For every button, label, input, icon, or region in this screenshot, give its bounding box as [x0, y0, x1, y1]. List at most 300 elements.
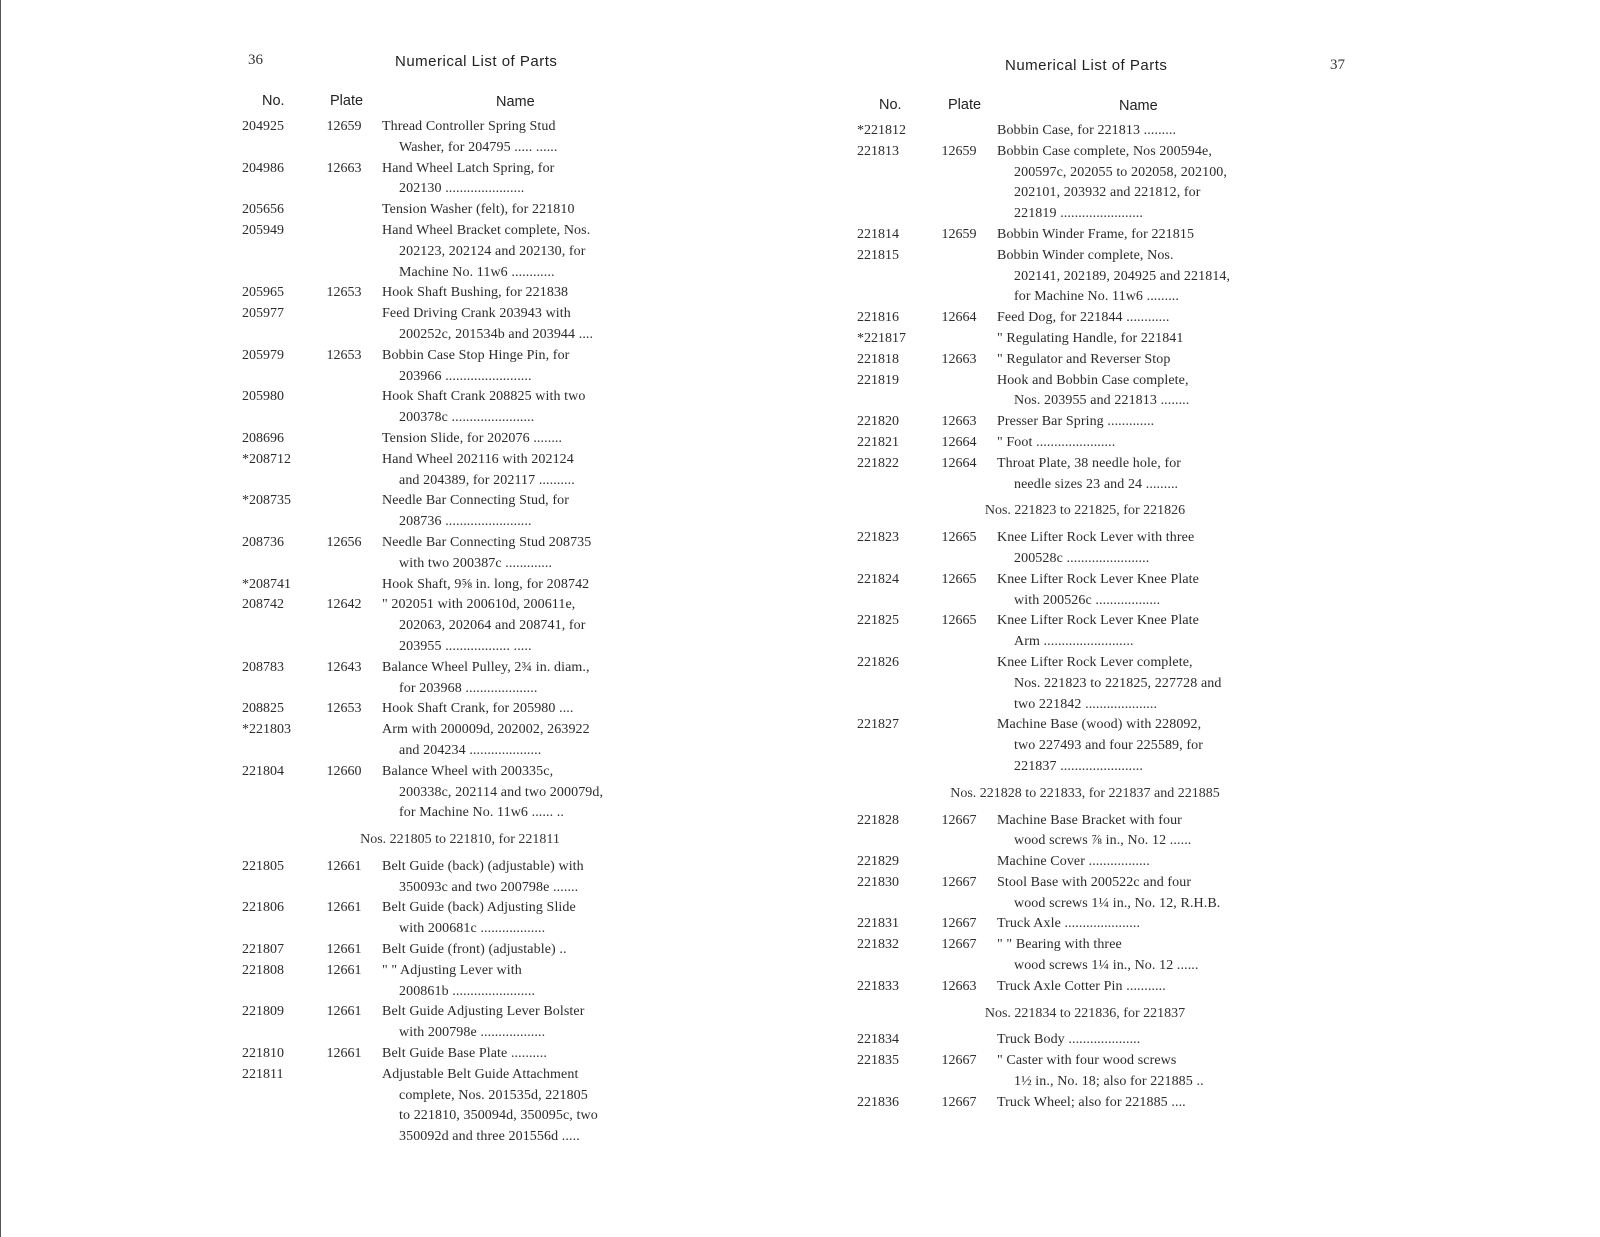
page-title: Numerical List of Parts	[1005, 57, 1168, 74]
group-heading: Nos. 221828 to 221833, for 221837 and 221885	[950, 785, 1220, 801]
part-number: 221820	[857, 414, 899, 430]
part-name-line: Truck Axle .....................	[997, 916, 1141, 932]
part-name-line: 221819 .......................	[1014, 206, 1143, 222]
part-row	[855, 914, 1315, 935]
part-name-line: Stool Base with 200522c and four	[997, 874, 1192, 890]
part-name-line: Belt Guide (back) Adjusting Slide	[382, 900, 576, 916]
parts-list	[855, 121, 1315, 1114]
part-name-line: 208736 ........................	[399, 514, 532, 530]
plate-number: 12664	[941, 455, 977, 471]
part-name-line: Presser Bar Spring .............	[997, 414, 1155, 430]
part-name-line: Needle Bar Connecting Stud, for	[382, 493, 570, 509]
part-name-line: 200252c, 201534b and 203944 ....	[399, 326, 594, 342]
part-number: 221807	[242, 942, 284, 958]
part-number: 205656	[242, 202, 284, 218]
group-heading: Nos. 221805 to 221810, for 221811	[360, 832, 560, 848]
part-name	[997, 977, 1315, 998]
part-number: 221810	[242, 1046, 284, 1062]
part-name	[382, 1002, 680, 1044]
part-number: 221822	[857, 455, 899, 471]
plate-number	[921, 1030, 997, 1051]
part-number: 221831	[857, 916, 899, 932]
part-name-line: Hook Shaft Bushing, for 221838	[382, 285, 569, 301]
part-row	[240, 200, 680, 221]
plate-number: 12659	[941, 143, 977, 159]
part-name-line: wood screws 1¼ in., No. 12 ......	[1014, 958, 1199, 974]
plate-number: 12661	[326, 858, 362, 874]
part-name-line: 200597c, 202055 to 202058, 202100,	[1014, 164, 1228, 180]
part-name-line: " " Adjusting Lever with	[382, 962, 522, 978]
part-name	[997, 225, 1315, 246]
part-number: *208741	[242, 576, 291, 592]
part-name-line: " Regulator and Reverser Stop	[997, 351, 1171, 367]
part-number: 221829	[857, 854, 899, 870]
part-row	[855, 1051, 1315, 1093]
part-row	[240, 961, 680, 1003]
part-number: 221804	[242, 763, 284, 779]
part-row	[855, 1030, 1315, 1051]
part-name-line: Machine Base Bracket with four	[997, 812, 1182, 828]
part-name	[997, 1093, 1315, 1114]
part-name-line: Arm .........................	[1014, 634, 1134, 650]
part-number: 221825	[857, 613, 899, 629]
part-name	[997, 528, 1315, 570]
plate-number: 12642	[326, 597, 362, 613]
page-number: 36	[248, 52, 263, 68]
part-number: 221805	[242, 858, 284, 874]
part-name	[997, 570, 1315, 612]
part-name	[382, 762, 680, 824]
plate-number	[921, 246, 997, 308]
part-name	[382, 429, 680, 450]
part-name-line: 203966 ........................	[399, 368, 532, 384]
part-number: 221808	[242, 962, 284, 978]
part-name-line: 200338c, 202114 and two 200079d,	[399, 784, 604, 800]
part-number: 221811	[242, 1066, 284, 1082]
part-name	[997, 715, 1315, 777]
part-name-line: Machine Cover .................	[997, 854, 1150, 870]
part-row	[855, 570, 1315, 612]
part-row	[240, 1065, 680, 1148]
part-name-line: Truck Wheel; also for 221885 ....	[997, 1094, 1186, 1110]
plate-number: 12660	[326, 763, 362, 779]
part-row	[240, 1002, 680, 1044]
part-row	[855, 811, 1315, 853]
part-row	[240, 658, 680, 700]
part-name-line: Truck Body ....................	[997, 1032, 1141, 1048]
part-name	[382, 1065, 680, 1148]
plate-number: 12667	[941, 937, 977, 953]
part-name-line: Truck Axle Cotter Pin ...........	[997, 978, 1166, 994]
part-name-line: Hook Shaft Crank 208825 with two	[382, 389, 586, 405]
part-name-line: Belt Guide (back) (adjustable) with	[382, 858, 584, 874]
part-name	[997, 350, 1315, 371]
part-row	[240, 1044, 680, 1065]
part-name-line: 202063, 202064 and 208741, for	[399, 618, 586, 634]
part-name-line: two 221842 ....................	[1014, 696, 1158, 712]
part-name-line: " Regulating Handle, for 221841	[997, 330, 1184, 346]
part-name-line: Bobbin Case complete, Nos 200594e,	[997, 143, 1212, 159]
plate-number: 12661	[326, 1004, 362, 1020]
part-name	[382, 658, 680, 700]
part-name	[997, 454, 1315, 496]
part-name-line: Hand Wheel 202116 with 202124	[382, 451, 574, 467]
part-row	[240, 720, 680, 762]
part-name	[997, 852, 1315, 873]
part-row	[240, 346, 680, 388]
part-name-line: Bobbin Case, for 221813 .........	[997, 123, 1177, 138]
part-row	[855, 412, 1315, 433]
part-name-line: 350092d and three 201556d .....	[399, 1129, 580, 1145]
plate-number: 12664	[941, 434, 977, 450]
part-name-line: and 204234 ....................	[399, 742, 542, 758]
part-name-line: for Machine No. 11w6 ...... ..	[399, 805, 565, 821]
part-number: 208736	[242, 534, 284, 550]
page-edge-rule	[0, 0, 1, 1237]
part-number: *208735	[242, 493, 291, 509]
part-row	[855, 433, 1315, 454]
plate-number	[306, 387, 382, 429]
part-name	[997, 873, 1315, 915]
plate-number: 12667	[941, 1094, 977, 1110]
part-name-line: 1½ in., No. 18; also for 221885 ..	[1014, 1074, 1204, 1090]
part-name	[382, 595, 680, 657]
plate-number	[921, 715, 997, 777]
part-name-line: Washer, for 204795 ..... ......	[399, 139, 558, 155]
part-number: 205977	[242, 306, 284, 322]
part-name	[997, 121, 1315, 142]
part-name-line: two 227493 and four 225589, for	[1014, 738, 1203, 754]
part-name-line: Belt Guide Base Plate ..........	[382, 1046, 547, 1062]
part-row	[855, 528, 1315, 570]
part-name-line: Knee Lifter Rock Lever with three	[997, 530, 1195, 546]
part-name-line: Throat Plate, 38 needle hole, for	[997, 455, 1182, 471]
part-name-line: Belt Guide Adjusting Lever Bolster	[382, 1004, 585, 1020]
part-name	[997, 653, 1315, 715]
part-name	[997, 329, 1315, 350]
part-name-line: complete, Nos. 201535d, 221805	[399, 1087, 588, 1103]
part-name-line: Needle Bar Connecting Stud 208735	[382, 534, 592, 550]
plate-number: 12653	[326, 285, 362, 301]
part-name	[382, 575, 680, 596]
part-name	[997, 308, 1315, 329]
part-name	[997, 412, 1315, 433]
plate-number: 12653	[326, 701, 362, 717]
parts-list	[240, 117, 680, 1148]
part-number: 208783	[242, 659, 284, 675]
part-name-line: Nos. 203955 and 221813 ........	[1014, 393, 1190, 409]
part-row	[240, 387, 680, 429]
part-name-line: " Foot ......................	[997, 434, 1116, 450]
plate-number: 12643	[326, 659, 362, 675]
plate-number: 12661	[326, 1046, 362, 1062]
part-name	[997, 811, 1315, 853]
part-name	[382, 450, 680, 492]
part-number: 221813	[857, 143, 899, 159]
part-name-line: 203955 .................. .....	[399, 638, 532, 654]
part-name-line: 202123, 202124 and 202130, for	[399, 243, 586, 259]
part-number: 221827	[857, 717, 899, 733]
plate-number: 12661	[326, 962, 362, 978]
part-row	[240, 762, 680, 824]
part-name	[997, 1030, 1315, 1051]
part-name	[382, 898, 680, 940]
part-name-line: " 202051 with 200610d, 200611e,	[382, 597, 576, 613]
part-row	[240, 429, 680, 450]
part-name	[382, 699, 680, 720]
part-name-line: Bobbin Winder Frame, for 221815	[997, 226, 1195, 242]
part-number: 204986	[242, 160, 284, 176]
part-row	[855, 454, 1315, 496]
part-name	[382, 346, 680, 388]
part-name	[997, 611, 1315, 653]
part-name-line: with 200526c ..................	[1014, 592, 1161, 608]
group-heading: Nos. 221834 to 221836, for 221837	[984, 1005, 1186, 1021]
part-name-line: 350093c and two 200798e .......	[399, 879, 579, 895]
part-name	[382, 940, 680, 961]
plate-number	[921, 371, 997, 413]
group-heading: Nos. 221823 to 221825, for 221826	[984, 503, 1186, 519]
part-row	[240, 450, 680, 492]
part-name	[382, 857, 680, 899]
part-name	[382, 304, 680, 346]
part-name-line: Adjustable Belt Guide Attachment	[382, 1066, 579, 1082]
part-row	[855, 350, 1315, 371]
part-name	[382, 720, 680, 762]
part-name-line: Hook and Bobbin Case complete,	[997, 372, 1189, 388]
part-name-line: Hand Wheel Latch Spring, for	[382, 160, 555, 176]
plate-number	[921, 121, 997, 142]
part-row	[240, 533, 680, 575]
part-row	[240, 940, 680, 961]
plate-number: 12663	[941, 414, 977, 430]
part-row	[240, 595, 680, 657]
part-number: 205979	[242, 347, 284, 363]
plate-number: 12663	[941, 351, 977, 367]
part-name-line: 202130 ......................	[399, 181, 525, 197]
part-name	[382, 117, 680, 159]
part-name-line: for Machine No. 11w6 .........	[1014, 289, 1180, 305]
plate-number: 12665	[941, 571, 977, 587]
part-number: 221834	[857, 1032, 899, 1048]
part-name-line: Bobbin Winder complete, Nos.	[997, 247, 1174, 263]
part-name-line: wood screws ⅞ in., No. 12 ......	[1014, 833, 1192, 849]
part-name	[382, 961, 680, 1003]
column-header-no: No.	[262, 93, 285, 109]
part-number: 221806	[242, 900, 284, 916]
plate-number: 12659	[326, 119, 362, 134]
part-row	[855, 873, 1315, 915]
plate-number: 12653	[326, 347, 362, 363]
part-number: 205965	[242, 285, 284, 301]
part-row	[855, 371, 1315, 413]
part-name	[382, 387, 680, 429]
part-number: *221803	[242, 722, 291, 738]
part-name-line: Balance Wheel Pulley, 2¾ in. diam.,	[382, 659, 590, 675]
part-number: 221824	[857, 571, 899, 587]
part-name-line: to 221810, 350094d, 350095c, two	[399, 1108, 598, 1124]
part-row	[855, 715, 1315, 777]
part-row	[240, 898, 680, 940]
part-number: 221818	[857, 351, 899, 367]
part-name-line: Feed Driving Crank 203943 with	[382, 306, 571, 322]
part-name	[382, 221, 680, 283]
part-name	[997, 142, 1315, 225]
part-number: 208696	[242, 430, 284, 446]
plate-number	[306, 429, 382, 450]
plate-number: 12664	[941, 310, 977, 326]
part-name-line: Thread Controller Spring Stud	[382, 119, 556, 134]
part-name-line: needle sizes 23 and 24 .........	[1014, 476, 1179, 492]
part-row	[240, 117, 680, 159]
plate-number	[306, 304, 382, 346]
part-name-line: Machine Base (wood) with 228092,	[997, 717, 1202, 733]
part-name-line: for 203968 ....................	[399, 680, 538, 696]
column-header-name: Name	[1119, 98, 1158, 114]
part-number: 221828	[857, 812, 899, 828]
part-row	[240, 575, 680, 596]
part-name-line: 200378c .......................	[399, 410, 535, 426]
part-number: *208712	[242, 451, 291, 467]
page-title: Numerical List of Parts	[395, 53, 558, 70]
page-number: 37	[1330, 57, 1345, 73]
plate-number	[306, 575, 382, 596]
column-header-no: No.	[879, 97, 902, 113]
part-number: 221823	[857, 530, 899, 546]
part-name-line: Knee Lifter Rock Lever Knee Plate	[997, 571, 1199, 587]
part-name-line: 200528c .......................	[1014, 550, 1150, 566]
part-name-line: Machine No. 11w6 ............	[399, 264, 555, 280]
part-row	[855, 142, 1315, 225]
part-number: 205949	[242, 222, 284, 238]
plate-number	[306, 720, 382, 762]
plate-number	[921, 653, 997, 715]
part-row	[855, 935, 1315, 977]
part-row	[855, 653, 1315, 715]
part-row	[855, 121, 1315, 142]
part-name-line: Hook Shaft Crank, for 205980 ....	[382, 701, 574, 717]
part-number: 221821	[857, 434, 899, 450]
part-name-line: with 200681c ..................	[399, 921, 546, 937]
part-row	[855, 1093, 1315, 1114]
column-header-name: Name	[496, 94, 535, 110]
part-name-line: and 204389, for 202117 ..........	[399, 472, 575, 488]
part-name	[997, 914, 1315, 935]
plate-number: 12665	[941, 613, 977, 629]
part-number: 221816	[857, 310, 899, 326]
part-name-line: wood screws 1¼ in., No. 12, R.H.B.	[1014, 895, 1221, 911]
part-row	[855, 329, 1315, 350]
plate-number: 12656	[326, 534, 362, 550]
part-name-line: with 200798e ..................	[399, 1025, 546, 1041]
part-row	[240, 159, 680, 201]
plate-number: 12667	[941, 916, 977, 932]
part-row	[855, 225, 1315, 246]
part-name-line: 202101, 203932 and 221812, for	[1014, 185, 1201, 201]
plate-number: 12665	[941, 530, 977, 546]
part-name-line: Tension Slide, for 202076 ........	[382, 430, 563, 446]
plate-number	[306, 1065, 382, 1148]
part-name-line: Hand Wheel Bracket complete, Nos.	[382, 222, 591, 238]
part-name	[997, 935, 1315, 977]
part-name-line: Belt Guide (front) (adjustable) ..	[382, 942, 567, 958]
part-name-line: Bobbin Case Stop Hinge Pin, for	[382, 347, 570, 363]
part-name-line: " Caster with four wood screws	[997, 1053, 1177, 1069]
part-name-line: 200861b .......................	[399, 983, 536, 999]
part-row	[855, 611, 1315, 653]
part-name	[382, 283, 680, 304]
plate-number	[921, 852, 997, 873]
part-name-line: Knee Lifter Rock Lever complete,	[997, 654, 1193, 670]
plate-number: 12661	[326, 900, 362, 916]
plate-number	[306, 491, 382, 533]
part-name	[382, 200, 680, 221]
plate-number: 12667	[941, 1053, 977, 1069]
part-name	[382, 1044, 680, 1065]
part-number: 204925	[242, 119, 284, 134]
plate-number: 12661	[326, 942, 362, 958]
part-name	[997, 433, 1315, 454]
part-number: 208825	[242, 701, 284, 717]
part-number: 221814	[857, 226, 899, 242]
part-name-line: Knee Lifter Rock Lever Knee Plate	[997, 613, 1199, 629]
part-row	[240, 221, 680, 283]
part-name-line: Feed Dog, for 221844 ............	[997, 310, 1170, 326]
part-name-line: Arm with 200009d, 202002, 263922	[382, 722, 590, 738]
part-name-line: Balance Wheel with 200335c,	[382, 763, 554, 779]
part-row	[240, 283, 680, 304]
plate-number	[921, 329, 997, 350]
part-name-line: Tension Washer (felt), for 221810	[382, 202, 575, 218]
part-row	[240, 304, 680, 346]
part-name	[382, 159, 680, 201]
plate-number: 12663	[326, 160, 362, 176]
part-number: 221836	[857, 1094, 899, 1110]
part-name-line: 202141, 202189, 204925 and 221814,	[1014, 268, 1231, 284]
part-number: 205980	[242, 389, 284, 405]
part-row	[855, 308, 1315, 329]
part-number: *221812	[857, 123, 906, 138]
part-number: 221830	[857, 874, 899, 890]
part-name-line: 221837 .......................	[1014, 758, 1143, 774]
part-name	[997, 371, 1315, 413]
part-number: 221809	[242, 1004, 284, 1020]
part-number: 221832	[857, 937, 899, 953]
part-name-line: " " Bearing with three	[997, 937, 1122, 953]
plate-number: 12659	[941, 226, 977, 242]
part-row	[855, 852, 1315, 873]
part-row	[855, 977, 1315, 998]
plate-number	[306, 200, 382, 221]
part-row	[855, 246, 1315, 308]
plate-number	[306, 221, 382, 283]
part-name	[997, 1051, 1315, 1093]
plate-number	[306, 450, 382, 492]
part-number: 221826	[857, 654, 899, 670]
part-number: 221819	[857, 372, 899, 388]
column-header-plate: Plate	[948, 97, 982, 113]
plate-number: 12667	[941, 812, 977, 828]
plate-number: 12663	[941, 978, 977, 994]
part-number: 221833	[857, 978, 899, 994]
part-name-line: Nos. 221823 to 221825, 227728 and	[1014, 675, 1222, 691]
part-row	[240, 699, 680, 720]
part-name-line: with two 200387c .............	[399, 555, 553, 571]
part-number: 221815	[857, 247, 899, 263]
part-row	[240, 857, 680, 899]
part-name	[997, 246, 1315, 308]
part-number: 208742	[242, 597, 284, 613]
